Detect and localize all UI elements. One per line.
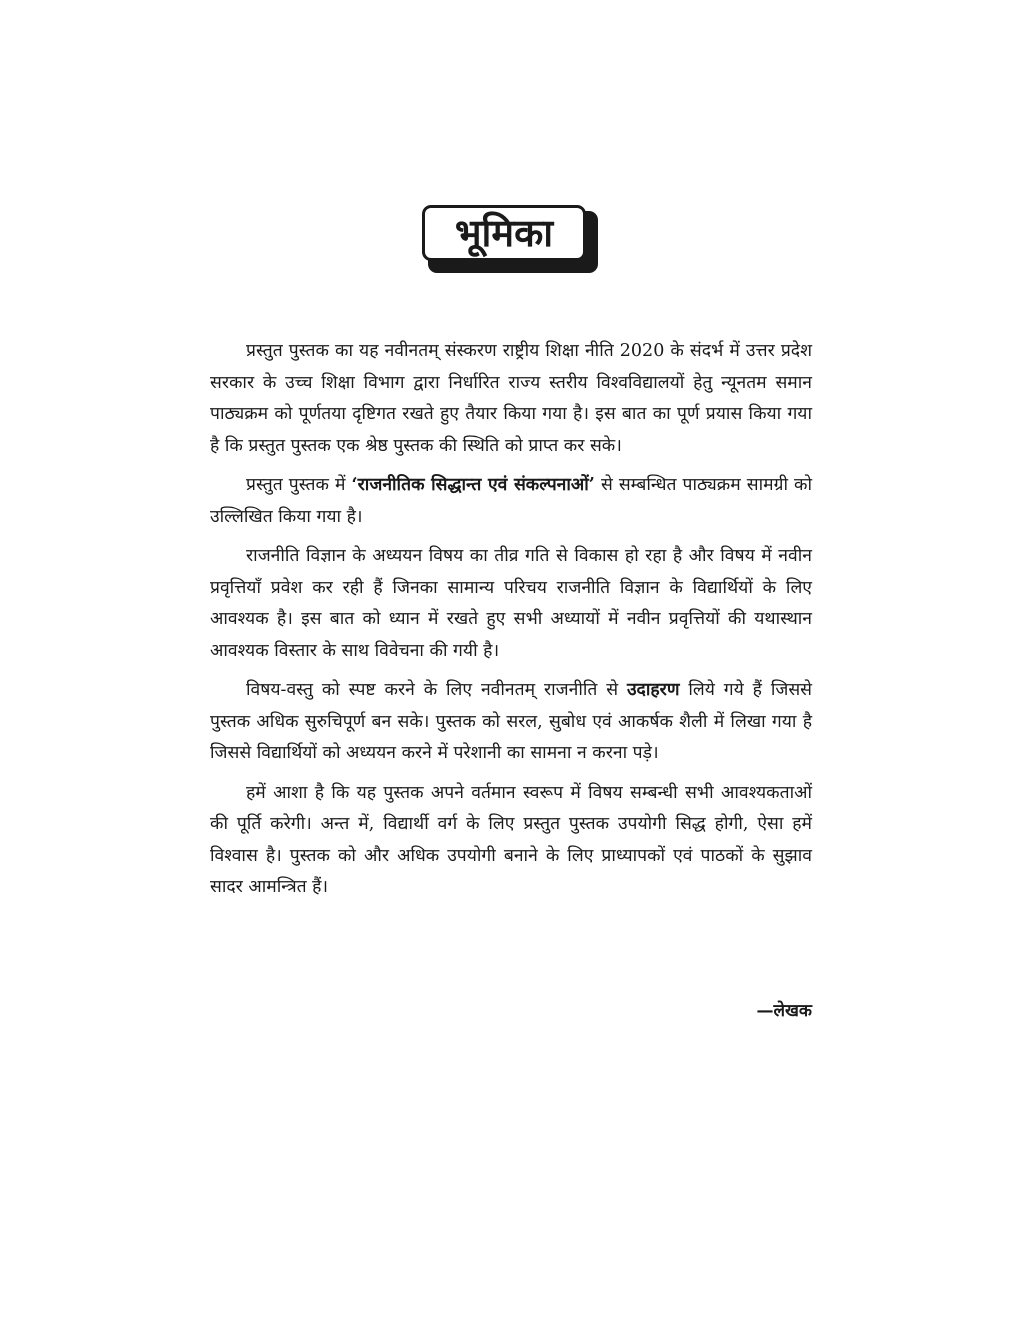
paragraph-3 bbox=[210, 541, 812, 667]
paragraph-3-text: राजनीति विज्ञान के अध्ययन विषय का तीव्र गति से विकास हो रहा है और विषय में नवीन प्रवृत्तियाँ प्रवेश कर रही हैं जिनका सामान्य परिचय राजनीति विज्ञान के विद्यार्थियों के लिए आवश्यक है। इस बात को ध्यान में रखते हुए सभी अध्यायों में नवीन प्रवृत्तियों की यथास्थान आवश्यक विस्तार के साथ विवेचना की गयी है। bbox=[210, 546, 812, 661]
title-frame bbox=[422, 205, 598, 273]
body-text bbox=[210, 336, 812, 912]
paragraph-2-text-start: प्रस्तुत पुस्तक में bbox=[246, 475, 352, 495]
paragraph-5 bbox=[210, 778, 812, 904]
paragraph-4 bbox=[210, 675, 812, 770]
paragraph-1-text: प्रस्तुत पुस्तक का यह नवीनतम् संस्करण राष्ट्रीय शिक्षा नीति 2020 के संदर्भ में उत्तर प्रदेश सरकार के उच्च शिक्षा विभाग द्वारा निर्धारित राज्य स्तरीय विश्वविद्यालयों हेतु न्यूनतम समान पाठ्यक्रम को पूर्णतया दृष्टिगत रखते हुए तैयार किया गया है। इस बात का पूर्ण प्रयास किया गया है कि प्रस्तुत पुस्तक एक श्रेष्ठ पुस्तक की स्थिति को प्राप्त कर सके। bbox=[210, 341, 812, 456]
title-box bbox=[422, 205, 586, 261]
paragraph-2 bbox=[210, 470, 812, 533]
page-title: भूमिका bbox=[454, 211, 554, 255]
author-signature: —लेखक bbox=[756, 1001, 812, 1021]
paragraph-5-text: हमें आशा है कि यह पुस्तक अपने वर्तमान स्वरूप में विषय सम्बन्धी सभी आवश्यकताओं की पूर्ति करेगी। अन्त में, विद्यार्थी वर्ग के लिए प्रस्तुत पुस्तक उपयोगी सिद्ध होगी, ऐसा हमें विश्वास है। पुस्तक को और अधिक उपयोगी बनाने के लिए प्राध्यापकों एवं पाठकों के सुझाव सादर आमन्त्रित हैं। bbox=[210, 782, 812, 897]
paragraph-2-bold-title: ‘राजनीतिक सिद्धान्त एवं संकल्पनाओं’ bbox=[351, 475, 595, 495]
paragraph-2-text-end: से सम्बन्धित पाठ्यक्रम सामग्री को उल्लिखित किया गया है। bbox=[210, 475, 813, 527]
paragraph-4-bold-word: उदाहरण bbox=[626, 680, 680, 700]
paragraph-4-text-start: विषय-वस्तु को स्पष्ट करने के लिए नवीनतम् राजनीति से bbox=[246, 680, 627, 700]
paragraph-4-text-end: लिये गये हैं जिससे पुस्तक अधिक सुरुचिपूर्ण बन सके। पुस्तक को सरल, सुबोध एवं आकर्षक शैली में लिखा गया है जिससे विद्यार्थियों को अध्ययन करने में परेशानी का सामना न करना पड़े। bbox=[210, 680, 812, 763]
paragraph-1 bbox=[210, 336, 812, 462]
